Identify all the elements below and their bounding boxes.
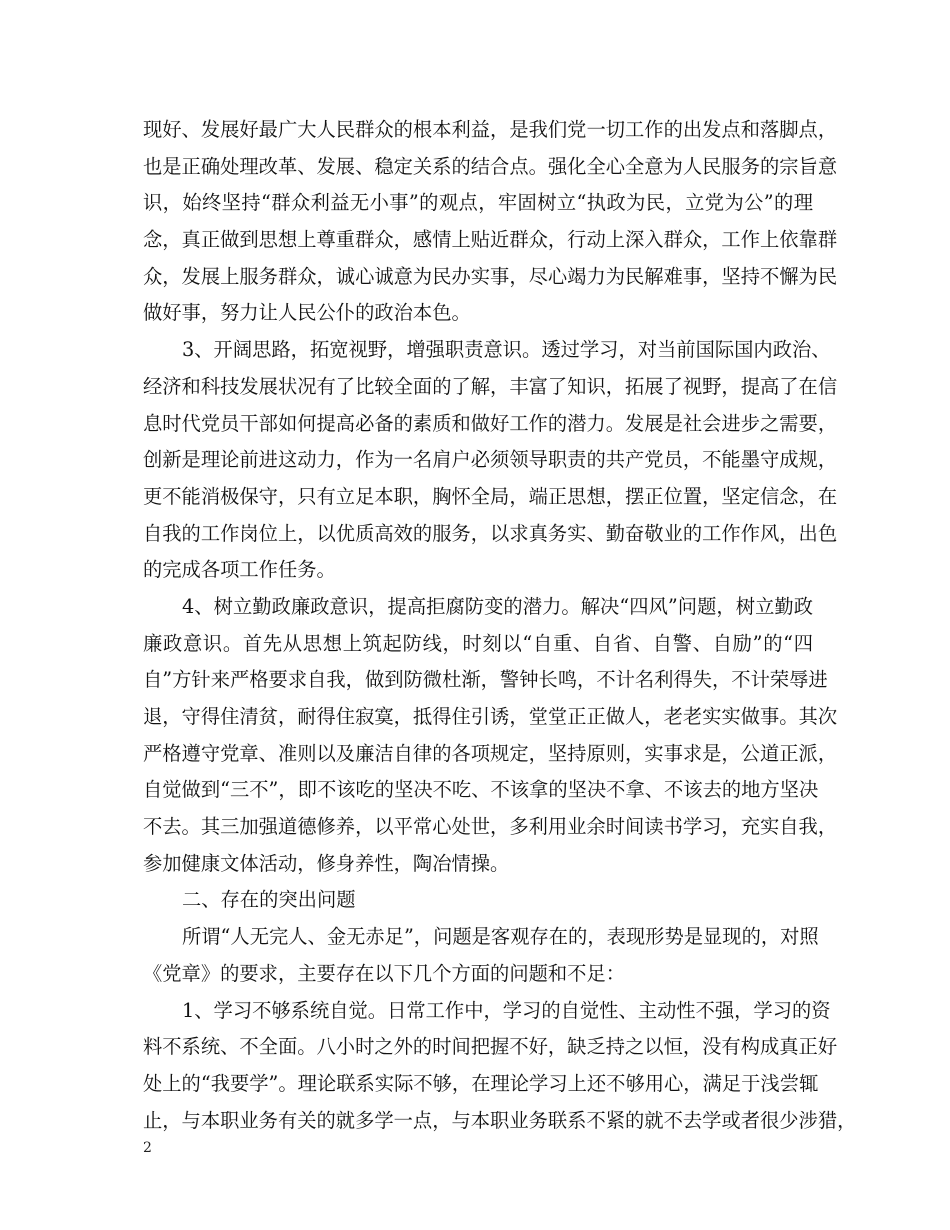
- paragraph-start-line: 4、树立勤政廉政意识，提高拒腐防变的潜力。解决“四风”问题，树立勤政: [182, 594, 813, 618]
- text-line: 严格遵守党章、准则以及廉洁自律的各项规定，坚持原则，实事求是，公道正派，: [143, 741, 838, 765]
- text-line: 念，真正做到思想上尊重群众，感情上贴近群众，行动上深入群众，工作上依靠群: [143, 228, 838, 252]
- text-line: 自我的工作岗位上，以优质高效的服务，以求真务实、勤奋敬业的工作作风，出色: [143, 521, 838, 545]
- text-line: 自觉做到“三不”，即不该吃的坚决不吃、不该拿的坚决不拿、不该去的地方坚决: [143, 778, 819, 802]
- paragraph-start-line: 所谓“人无完人、金无赤足”，问题是客观存在的，表现形势是显现的，对照: [182, 925, 819, 949]
- text-line: 做好事，努力让人民公仆的政治本色。: [143, 301, 471, 325]
- text-line: 料不系统、不全面。八小时之外的时间把握不好，缺乏持之以恒，没有构成真正好: [143, 1035, 838, 1059]
- text-line: 也是正确处理改革、发展、稳定关系的结合点。强化全心全意为人民服务的宗旨意: [143, 154, 838, 178]
- text-line: 现好、发展好最广大人民群众的根本利益，是我们党一切工作的出发点和落脚点，: [143, 118, 838, 141]
- text-line: 识，始终坚持“群众利益无小事”的观点，牢固树立“执政为民，立党为公”的理: [143, 191, 813, 215]
- text-line: 不去。其三加强道德修养，以平常心处世，多利用业余时间读书学习，充实自我，: [143, 815, 838, 839]
- text-line: 自”方针来严格要求自我，做到防微杜渐，警钟长鸣，不计名利得失，不计荣辱进: [143, 668, 828, 692]
- text-line: 的完成各项工作任务。: [143, 558, 336, 582]
- text-line: 经济和科技发展状况有了比较全面的了解，丰富了知识，拓展了视野，提高了在信: [143, 374, 838, 398]
- text-line: 更不能消极保守，只有立足本职，胸怀全局，端正思想，摆正位置，坚定信念，在: [143, 484, 838, 508]
- text-line: 退，守得住清贫，耐得住寂寞，抵得住引诱，堂堂正正做人，老老实实做事。其次: [143, 705, 838, 728]
- text-line: 创新是理论前进这动力，作为一名肩户必须领导职责的共产党员，不能墨守成规，: [143, 448, 838, 472]
- paragraph-start-line: 3、开阔思路，拓宽视野，增强职责意识。透过学习，对当前国际国内政治、: [182, 338, 831, 362]
- section-heading: 二、存在的突出问题: [182, 888, 356, 912]
- text-line: 《党章》的要求，主要存在以下几个方面的问题和不足：: [143, 961, 626, 985]
- page-number: 2: [143, 1140, 152, 1156]
- text-line: 止，与本职业务有关的就多学一点，与本职业务联系不紧的就不去学或者很少涉猎，: [143, 1108, 857, 1132]
- text-line: 息时代党员干部如何提高必备的素质和做好工作的潜力。发展是社会进步之需要，: [143, 411, 838, 435]
- paragraph-start-line: 1、学习不够系统自觉。日常工作中，学习的自觉性、主动性不强，学习的资: [182, 998, 831, 1022]
- body-text: [143, 112, 857, 1139]
- text-line: 处上的“我要学”。理论联系实际不够，在理论学习上还不够用心，满足于浅尝辄: [143, 1071, 819, 1095]
- text-line: 廉政意识。首先从思想上筑起防线，时刻以“自重、自省、自警、自励”的“四: [143, 631, 813, 655]
- text-line: 参加健康文体活动，修身养性，陶冶情操。: [143, 851, 510, 875]
- text-line: 众，发展上服务群众，诚心诚意为民办实事，尽心竭力为民解难事，坚持不懈为民: [143, 264, 838, 288]
